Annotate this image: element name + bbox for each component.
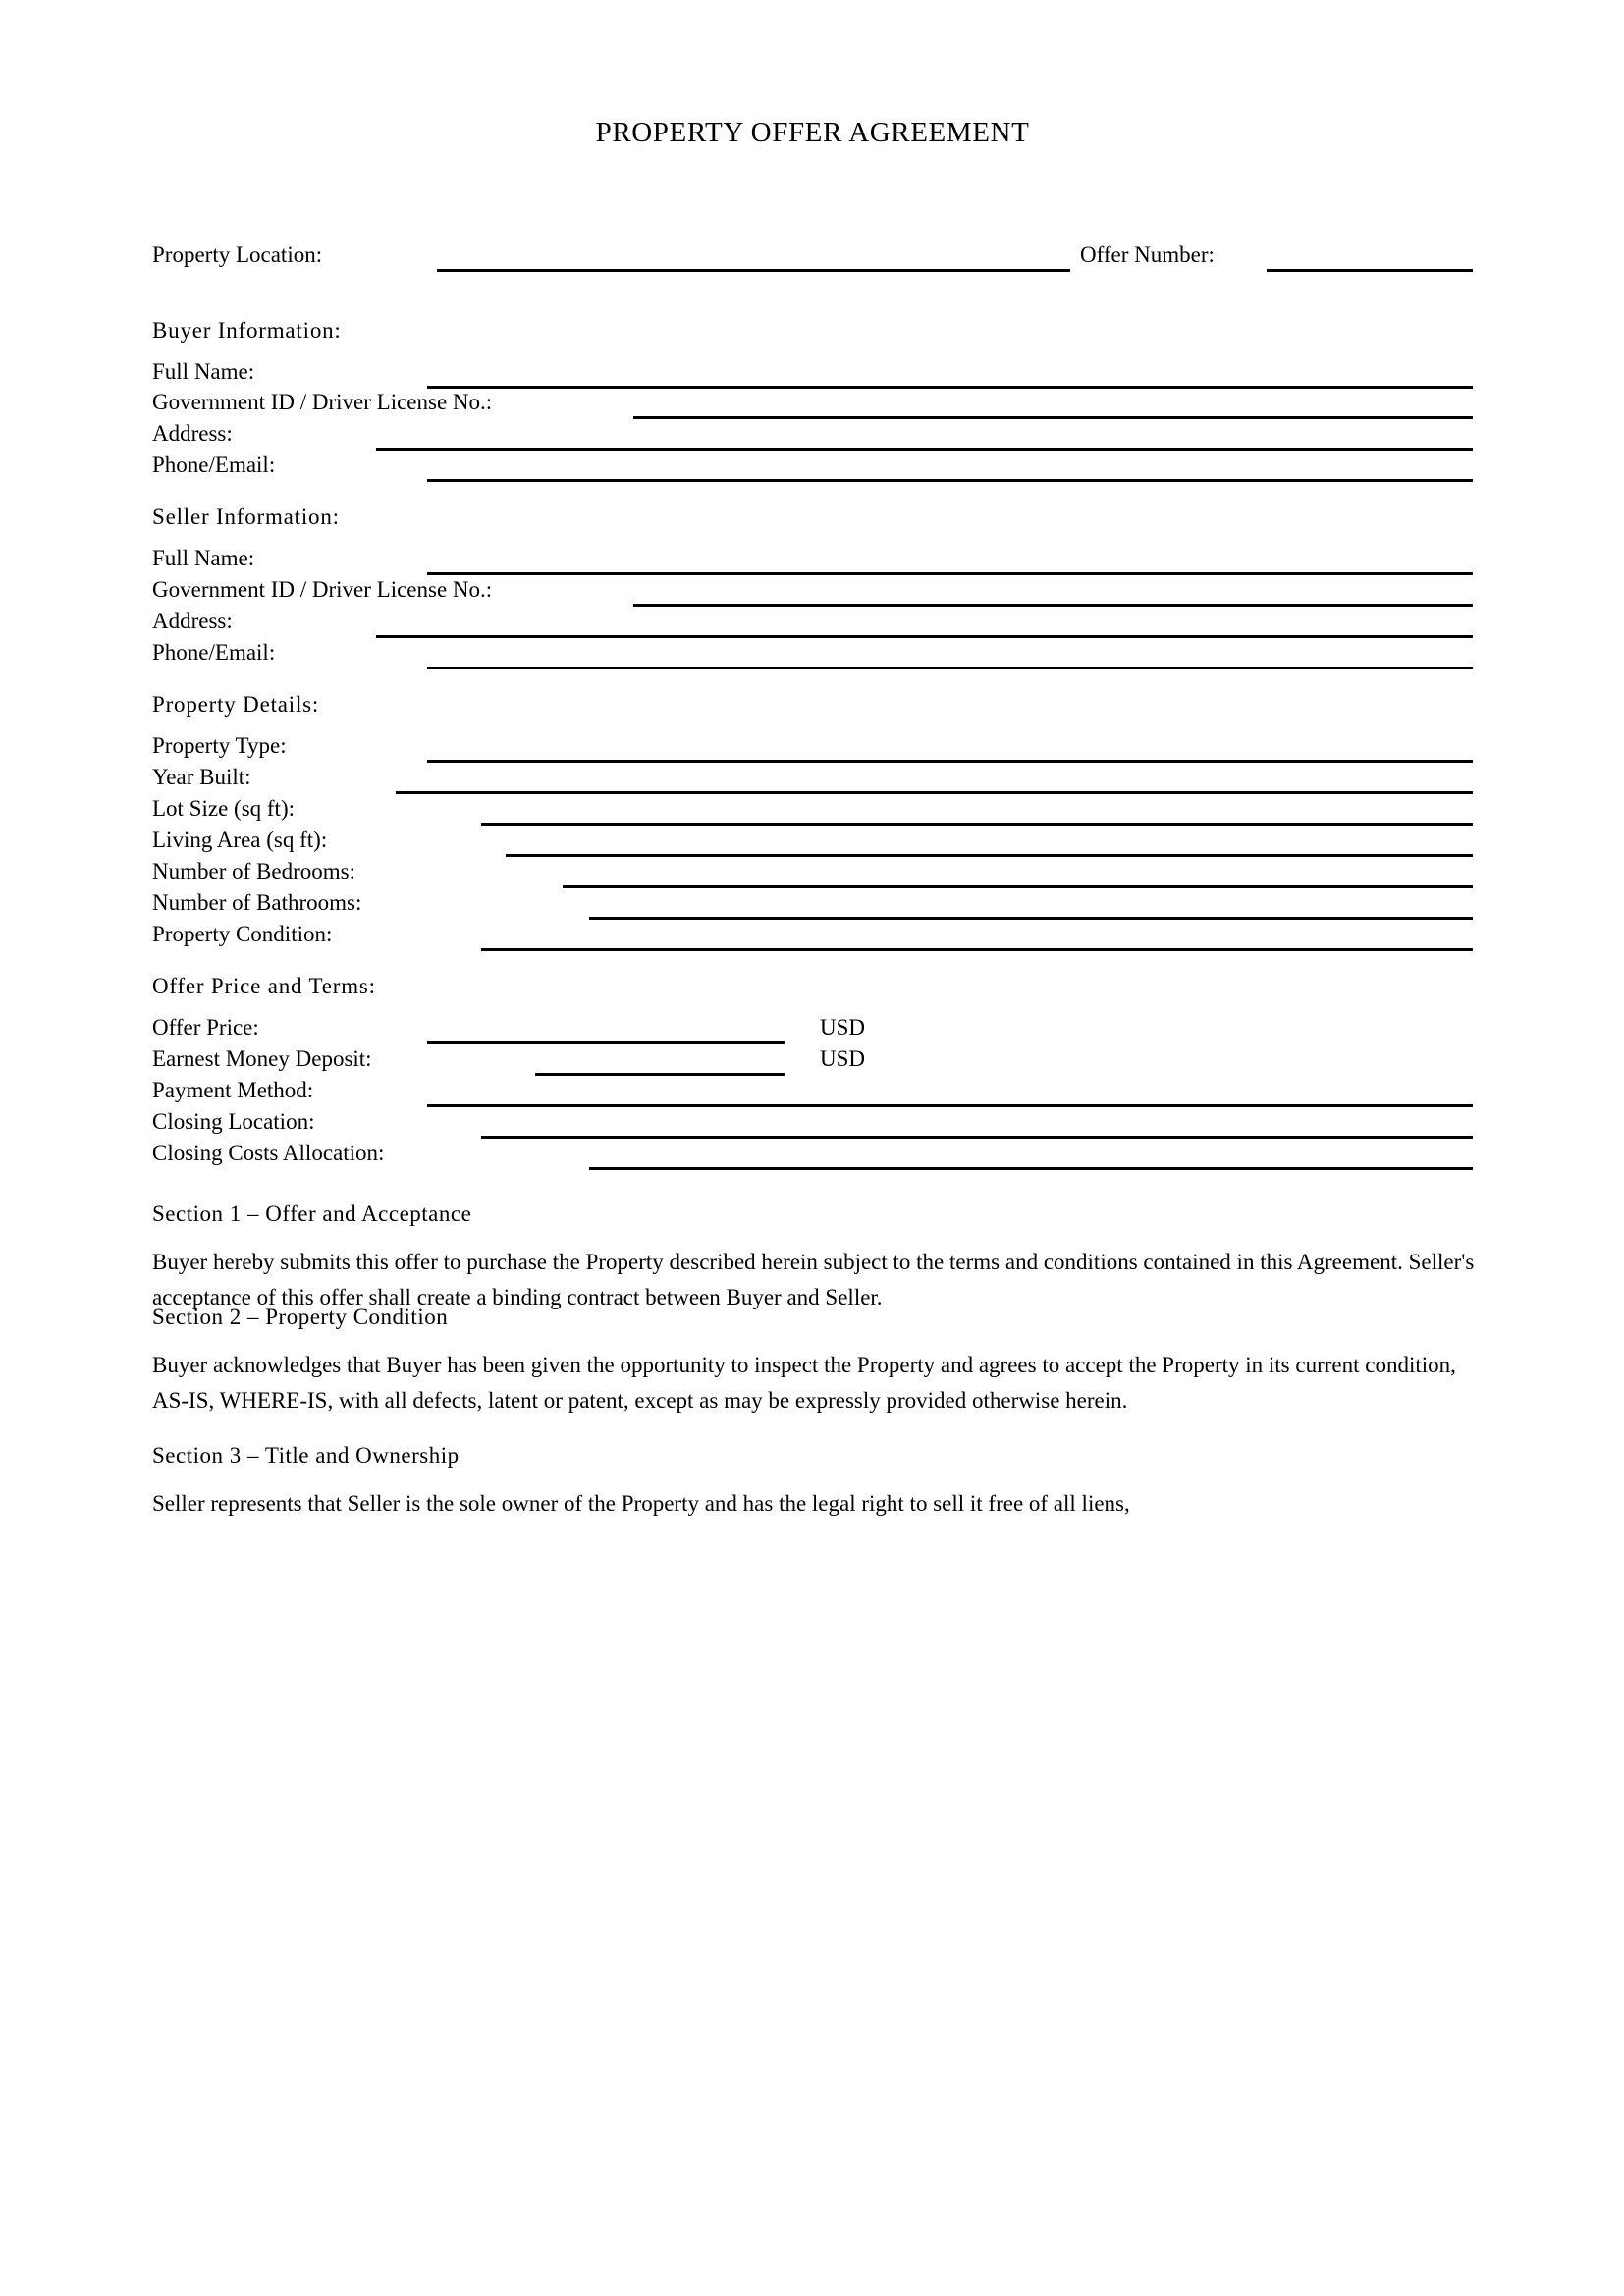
seller-government-id-row [152, 575, 1473, 607]
offer-number-input-rule[interactable] [1267, 269, 1473, 272]
section-3-heading: Section 3 – Title and Ownership [152, 1443, 460, 1468]
closing-costs-allocation-row [152, 1139, 1473, 1170]
closing-costs-allocation-label: Closing Costs Allocation: [152, 1141, 385, 1165]
seller-address-row [152, 607, 1473, 638]
header-row [152, 240, 1473, 272]
section-3 [152, 1441, 1476, 1522]
buyer-full-name-label: Full Name: [152, 359, 255, 384]
number-of-bathrooms-label: Number of Bathrooms: [152, 890, 362, 915]
property-type-label: Property Type: [152, 733, 287, 758]
page-title: PROPERTY OFFER AGREEMENT [595, 117, 1030, 148]
living-area-row [152, 826, 1473, 857]
earnest-money-deposit-currency-label: USD [820, 1046, 866, 1071]
lot-size-row [152, 794, 1473, 826]
seller-government-id-label: Government ID / Driver License No.: [152, 577, 493, 602]
seller-information-heading: Seller Information: [152, 505, 340, 529]
payment-method-label: Payment Method: [152, 1078, 314, 1102]
property-condition-label: Property Condition: [152, 922, 333, 946]
section-1-heading: Section 1 – Offer and Acceptance [152, 1201, 472, 1226]
earnest-money-deposit-row [152, 1044, 1473, 1076]
lot-size-label: Lot Size (sq ft): [152, 796, 295, 821]
offer-number-label: Offer Number: [1080, 242, 1215, 267]
property-condition-input-rule[interactable] [481, 948, 1473, 951]
year-built-row [152, 763, 1473, 794]
seller-phone-email-row [152, 638, 1473, 669]
section-3-body: Seller represents that Seller is the sole owner of the Property and has the legal right to sell it free of all liens, [152, 1491, 1130, 1516]
section-2-body: Buyer acknowledges that Buyer has been given the opportunity to inspect the Property and agrees to accept the Property in its current condition, AS-IS, WHERE-IS, with all defects, latent or patent, except as may be expressly provided otherwise herein. [152, 1353, 1456, 1413]
buyer-information-heading: Buyer Information: [152, 318, 342, 343]
property-details-heading: Property Details: [152, 692, 320, 717]
buyer-address-label: Address: [152, 421, 233, 446]
living-area-label: Living Area (sq ft): [152, 828, 328, 852]
closing-location-row [152, 1107, 1473, 1139]
buyer-address-row [152, 419, 1473, 451]
section-2-heading: Section 2 – Property Condition [152, 1305, 449, 1329]
buyer-full-name-row [152, 357, 1473, 389]
offer-price-currency-label: USD [820, 1015, 866, 1040]
number-of-bedrooms-row [152, 857, 1473, 888]
year-built-label: Year Built: [152, 765, 251, 789]
section-2 [152, 1303, 1476, 1418]
number-of-bathrooms-row [152, 888, 1473, 920]
property-type-row [152, 731, 1473, 763]
buyer-phone-email-label: Phone/Email: [152, 453, 276, 477]
offer-price-and-terms-heading: Offer Price and Terms: [152, 974, 376, 998]
buyer-phone-email-row [152, 451, 1473, 482]
offer-price-row [152, 1013, 1473, 1044]
closing-costs-allocation-input-rule[interactable] [589, 1167, 1473, 1170]
buyer-phone-email-input-rule[interactable] [427, 479, 1473, 482]
buyer-government-id-row [152, 388, 1473, 419]
earnest-money-deposit-label: Earnest Money Deposit: [152, 1046, 372, 1071]
property-location-input-rule[interactable] [437, 269, 1070, 272]
offer-price-label: Offer Price: [152, 1015, 259, 1040]
section-1 [152, 1200, 1476, 1315]
property-location-label: Property Location: [152, 242, 323, 267]
seller-full-name-label: Full Name: [152, 546, 255, 570]
seller-phone-email-label: Phone/Email: [152, 640, 276, 665]
seller-address-label: Address: [152, 609, 233, 633]
payment-method-row [152, 1076, 1473, 1107]
seller-full-name-row [152, 544, 1473, 575]
number-of-bedrooms-label: Number of Bedrooms: [152, 859, 355, 883]
seller-phone-email-input-rule[interactable] [427, 667, 1473, 669]
property-condition-row [152, 920, 1473, 951]
section-1-body: Buyer hereby submits this offer to purchase the Property described herein subject to the terms and conditions contained in this Agreement. Seller's acceptance of this offer shall create a binding contract between Buyer and Seller. [152, 1250, 1475, 1309]
buyer-government-id-label: Government ID / Driver License No.: [152, 390, 493, 414]
closing-location-label: Closing Location: [152, 1109, 315, 1134]
